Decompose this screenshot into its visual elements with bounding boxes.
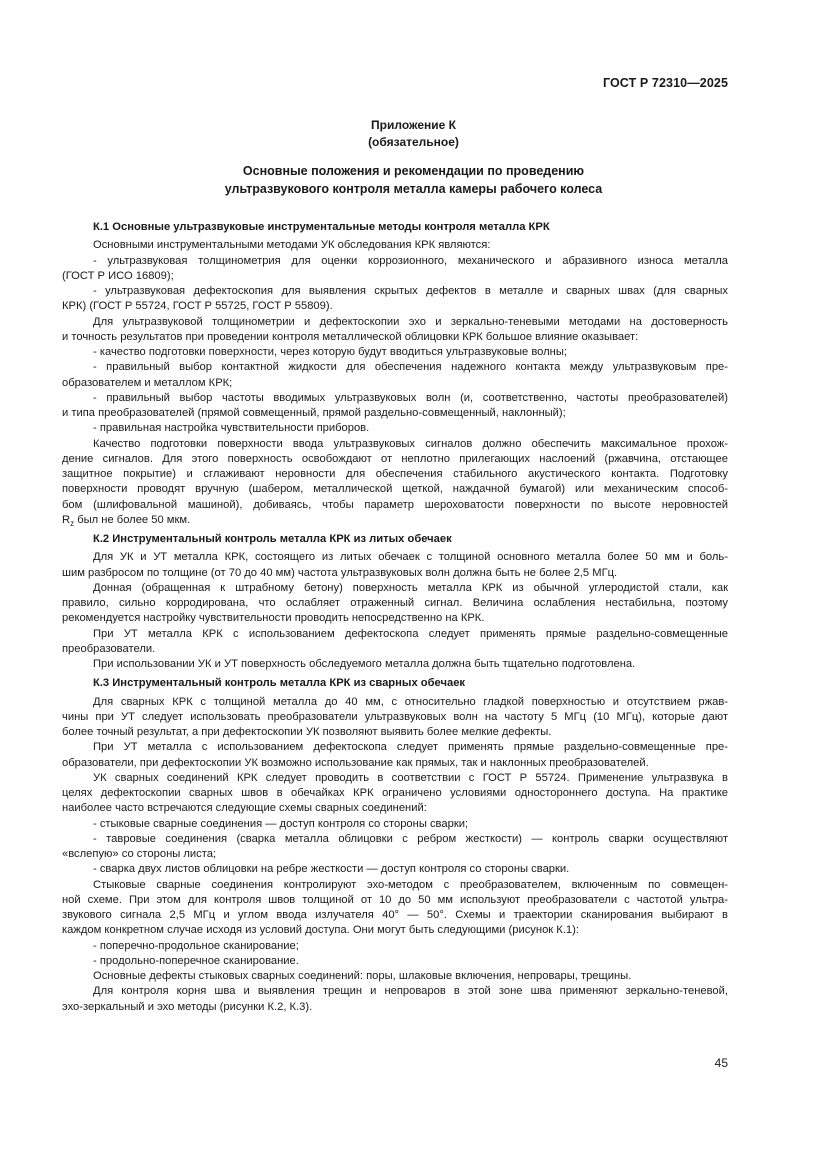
paragraph-line: При УТ металла КРК с использованием дефектоскопа следует применять прямые раздельно-совмещенные <box>93 627 728 640</box>
paragraph-line: - тавровые соединения (сварка металла облицовки с ребром жесткости) — контроль сварки осуществляют <box>93 832 728 845</box>
paragraph-line: - ультразвуковая толщинометрия для оценки коррозионного, механического и абразивного износа металла <box>93 254 728 267</box>
paragraph-line: - продольно-поперечное сканирование. <box>93 954 299 967</box>
paragraph-line: (ГОСТ Р ИСО 16809); <box>62 269 174 282</box>
paragraph-line: УК сварных соединений КРК следует проводить в соответствии с ГОСТ Р 55724. Применение ультразвука в <box>93 771 728 784</box>
paragraph-line: правило, сильно корродирована, что ослабляет отраженный сигнал. Величина ослабления нестабильна, поэтому <box>62 597 728 609</box>
paragraph-line: ной схеме. При этом для контроля швов толщиной от 10 до 50 мм используют преобразователи с частотой ультра- <box>62 893 728 906</box>
paragraph-line: бом (шлифовальной машиной), добиваясь, чтобы параметр шероховатости поверхности по высоте неровностей <box>62 498 728 511</box>
paragraph-line: Для контроля корня шва и выявления трещин и непроваров в этой зоне шва применяют зеркально-теневой, <box>93 985 728 998</box>
paragraph-line: преобразователи. <box>62 642 156 655</box>
paragraph-line: образователи, при дефектоскопии УК возможно использование как прямых, так и наклонных преобразователей. <box>62 756 649 769</box>
paragraph-line: Для сварных КРК с толщиной металла до 40 мм, с относительно гладкой поверхностью и отсутствием ржав- <box>93 695 728 708</box>
appendix-title <box>0 117 827 151</box>
paragraph-line: дение сигналов. Для этого поверхность освобождают от неплотно прилегающих наслоений (ржавчина, отстающее <box>62 452 728 465</box>
paragraph-line: «вслепую» со стороны листа; <box>62 848 217 860</box>
paragraph-line: Для ультразвуковой толщинометрии и дефектоскопии эхо и зеркально-теневыми методами на достоверность <box>93 315 728 328</box>
paragraph-line: шим разбросом по толщине (от 70 до 40 мм) частота ультразвуковых волн должна быть не более 2,5 МГц. <box>62 566 618 579</box>
paragraph-line: поверхности проводят вручную (шабером, металлической щеткой, наждачной бумагой) или механическим способ- <box>62 483 728 496</box>
paragraph-line: образователем и металлом КРК; <box>62 376 233 389</box>
paragraph-line: - качество подготовки поверхности, через которую будут вводиться ультразвуковые волны; <box>93 346 567 358</box>
paragraph-line: и точность результатов при проведении контроля металлической облицовки КРК большое влияние оказывает: <box>62 330 639 343</box>
body-text <box>62 218 728 1015</box>
section-heading-k2: К.2 Инструментальный контроль металла КРК из литых обечаек <box>93 533 452 545</box>
main-title <box>0 162 827 198</box>
paragraph-line: более точный результат, а при дефектоскопии УК позволяют выявить более мелкие дефекты. <box>62 726 552 738</box>
paragraph-line: защитное покрытие) и сглаживают неровности для обеспечения стабильного акустического контакта. Подготовку <box>62 468 728 480</box>
paragraph-line: Основные дефекты стыковых сварных соединений: поры, шлаковые включения, непровары, трещины. <box>93 970 632 982</box>
paragraph-line: эхо-зеркальный и эхо методы (рисунки К.2, К.3). <box>62 1000 313 1013</box>
paragraph-line: и типа преобразователей (прямой совмещенный, прямой раздельно-совмещенный, наклонный); <box>62 407 566 419</box>
paragraph-line: Качество подготовки поверхности ввода ультразвуковых сигналов должно обеспечить максимальное прохож- <box>93 437 728 450</box>
paragraph-line: При УТ металла с использованием дефектоскопа следует применять прямые раздельно-совмещенные пре- <box>93 741 728 754</box>
paragraph-line: - правильный выбор частоты вводимых ультразвуковых волн (и, соответственно, частоты преобразователей) <box>93 391 728 404</box>
paragraph-line: Стыковые сварные соединения контролируют эхо-методом с преобразователем, включенным по совмещен- <box>93 878 728 891</box>
paragraph-line: целях дефектоскопии сварных швов в обечайках КРК ограничено условиями одностороннего доступа. На практике <box>62 787 728 799</box>
roughness-subscript: z <box>70 518 75 528</box>
paragraph-line: Донная (обращенная к штрабному бетону) поверхность металла КРК из обычной углеродистой стали, как <box>93 581 728 594</box>
main-title-line: Основные положения и рекомендации по проведению <box>242 164 585 178</box>
paragraph-line: КРК) (ГОСТ Р 55724, ГОСТ Р 55725, ГОСТ Р 55809). <box>62 300 333 313</box>
paragraph-line: звукового сигнала 2,5 МГц и углом ввода излучателя 40° — 50°. Схемы и траектории сканирования выбирают в <box>62 909 728 921</box>
paragraph-line: каждом конкретном случае исходя из условий доступа. Они могут быть следующими (рисунок К.1): <box>62 924 579 937</box>
paragraph-line: Основными инструментальными методами УК обследования КРК являются: <box>93 239 491 252</box>
paragraph-line: чины при УТ следует использовать преобразователи ультразвуковых волн на частоту 5 МГц (10 МГц), которые дают <box>62 710 728 723</box>
paragraph-line: - поперечно-продольное сканирование; <box>93 939 299 952</box>
main-title-line: ультразвукового контроля металла камеры рабочего колеса <box>224 182 603 196</box>
roughness-symbol: R <box>62 513 71 526</box>
paragraph-line: - правильный выбор контактной жидкости для обеспечения надежного контакта между ультразвуковым пре- <box>93 361 728 374</box>
paragraph-line: При использовании УК и УТ поверхность обследуемого металла должна быть тщательно подготовлена. <box>93 658 636 670</box>
paragraph-line: - стыковые сварные соединения — доступ контроля со стороны сварки; <box>93 817 469 830</box>
document-code: ГОСТ Р 72310—2025 <box>602 76 728 90</box>
roughness-text: был не более 50 мкм. <box>74 513 191 526</box>
paragraph-line: рекомендуется настройку чувствительности проводить непосредственно на КРК. <box>62 612 485 625</box>
paragraph-line: наиболее часто встречаются следующие схемы сварных соединений: <box>62 802 427 815</box>
page-number: 45 <box>714 1056 728 1070</box>
paragraph-line: - ультразвуковая дефектоскопия для выявления скрытых дефектов в металле и сварных швах (для сварных <box>93 285 728 297</box>
appendix-status: (обязательное) <box>368 135 459 149</box>
appendix-label: Приложение К <box>371 118 456 132</box>
paragraph-line: - сварка двух листов облицовки на ребре жесткости — доступ контроля со стороны сварки. <box>93 863 570 876</box>
paragraph-line: Для УК и УТ металла КРК, состоящего из литых обечаек с толщиной основного металла более 50 мм и боль- <box>93 551 728 564</box>
paragraph-line: - правильная настройка чувствительности приборов. <box>93 422 370 435</box>
section-heading-k1: К.1 Основные ультразвуковые инструментальные методы контроля металла КРК <box>93 221 550 233</box>
section-heading-k3: К.3 Инструментальный контроль металла КРК из сварных обечаек <box>93 677 466 690</box>
paragraph-line <box>62 513 728 528</box>
